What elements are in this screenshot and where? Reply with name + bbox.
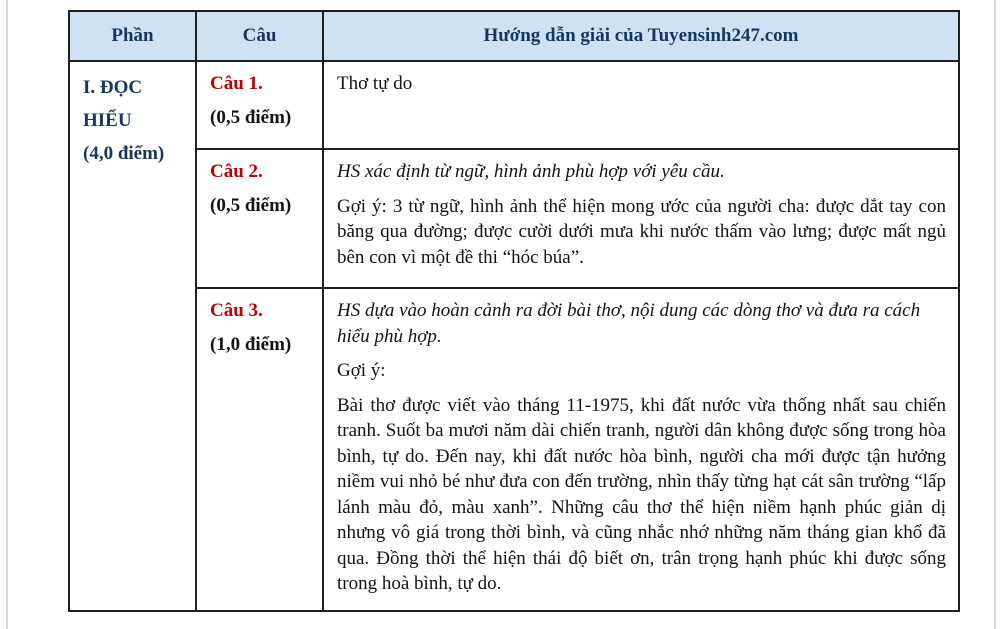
section-cell <box>69 61 196 611</box>
answer-cell <box>323 288 959 611</box>
table-row <box>69 288 959 611</box>
answer-key-table <box>68 10 960 612</box>
answer-note-italic: HS dựa vào hoàn cảnh ra đời bài thơ, nội dung các dòng thơ và đưa ra cách hiểu phù hợp. <box>337 300 921 347</box>
answer-text: Gợi ý: 3 từ ngữ, hình ảnh thể hiện mong ước của người cha: được dắt tay con băng qua đường; được cười dưới mưa khi nước thấm vào lưng; được mất ngủ bên con vì một đề thi “hóc búa”. <box>337 195 946 268</box>
question-label: Câu 2. <box>210 161 263 182</box>
table-row <box>69 61 959 149</box>
points-label: (0,5 điểm) <box>210 195 292 216</box>
goi-y-label: Gợi ý: <box>337 360 386 381</box>
page-edge-right <box>994 0 996 629</box>
question-label: Câu 1. <box>210 73 263 94</box>
section-title-line: HIỂU <box>83 110 132 131</box>
section-points: (4,0 điểm) <box>83 143 165 164</box>
question-cell <box>196 288 323 611</box>
page-edge-left <box>6 0 8 629</box>
col-header-huong-dan: Hướng dẫn giải của Tuyensinh247.com <box>323 11 959 61</box>
col-header-cau: Câu <box>196 11 323 61</box>
answer-cell <box>323 61 959 149</box>
points-label: (1,0 điểm) <box>210 334 292 355</box>
answer-text: Thơ tự do <box>337 73 413 94</box>
question-label: Câu 3. <box>210 300 263 321</box>
col-header-phan: Phần <box>69 11 196 61</box>
question-cell <box>196 61 323 149</box>
answer-text: Bài thơ được viết vào tháng 11-1975, khi đất nước vừa thống nhất sau chiến tranh. Suốt ba mươi năm dài chiến tranh, người dân không được sống trong hòa bình, tự do. Đến nay, khi đất nước hòa bình, người cha mới được tận hưởng niềm vui nhỏ bé như đưa con đến trường, nhìn thấy từng hạt cát sân trường “lấp lánh màu đỏ, màu xanh”. Những câu thơ thể hiện niềm hạnh phúc giản dị nhưng vô giá trong thời bình, và cũng nhắc nhớ những năm tháng gian khổ đã qua. Đồng thời thể hiện thái độ biết ơn, trân trọng hạnh phúc khi được sống trong hoà bình, tự do. <box>337 394 946 594</box>
section-title-line: I. ĐỌC <box>83 77 143 98</box>
points-label: (0,5 điểm) <box>210 107 292 128</box>
answer-note-italic: HS xác định từ ngữ, hình ảnh phù hợp với yêu cầu. <box>337 161 725 182</box>
answer-cell <box>323 149 959 288</box>
header-row <box>69 11 959 61</box>
question-cell <box>196 149 323 288</box>
table-row <box>69 149 959 288</box>
